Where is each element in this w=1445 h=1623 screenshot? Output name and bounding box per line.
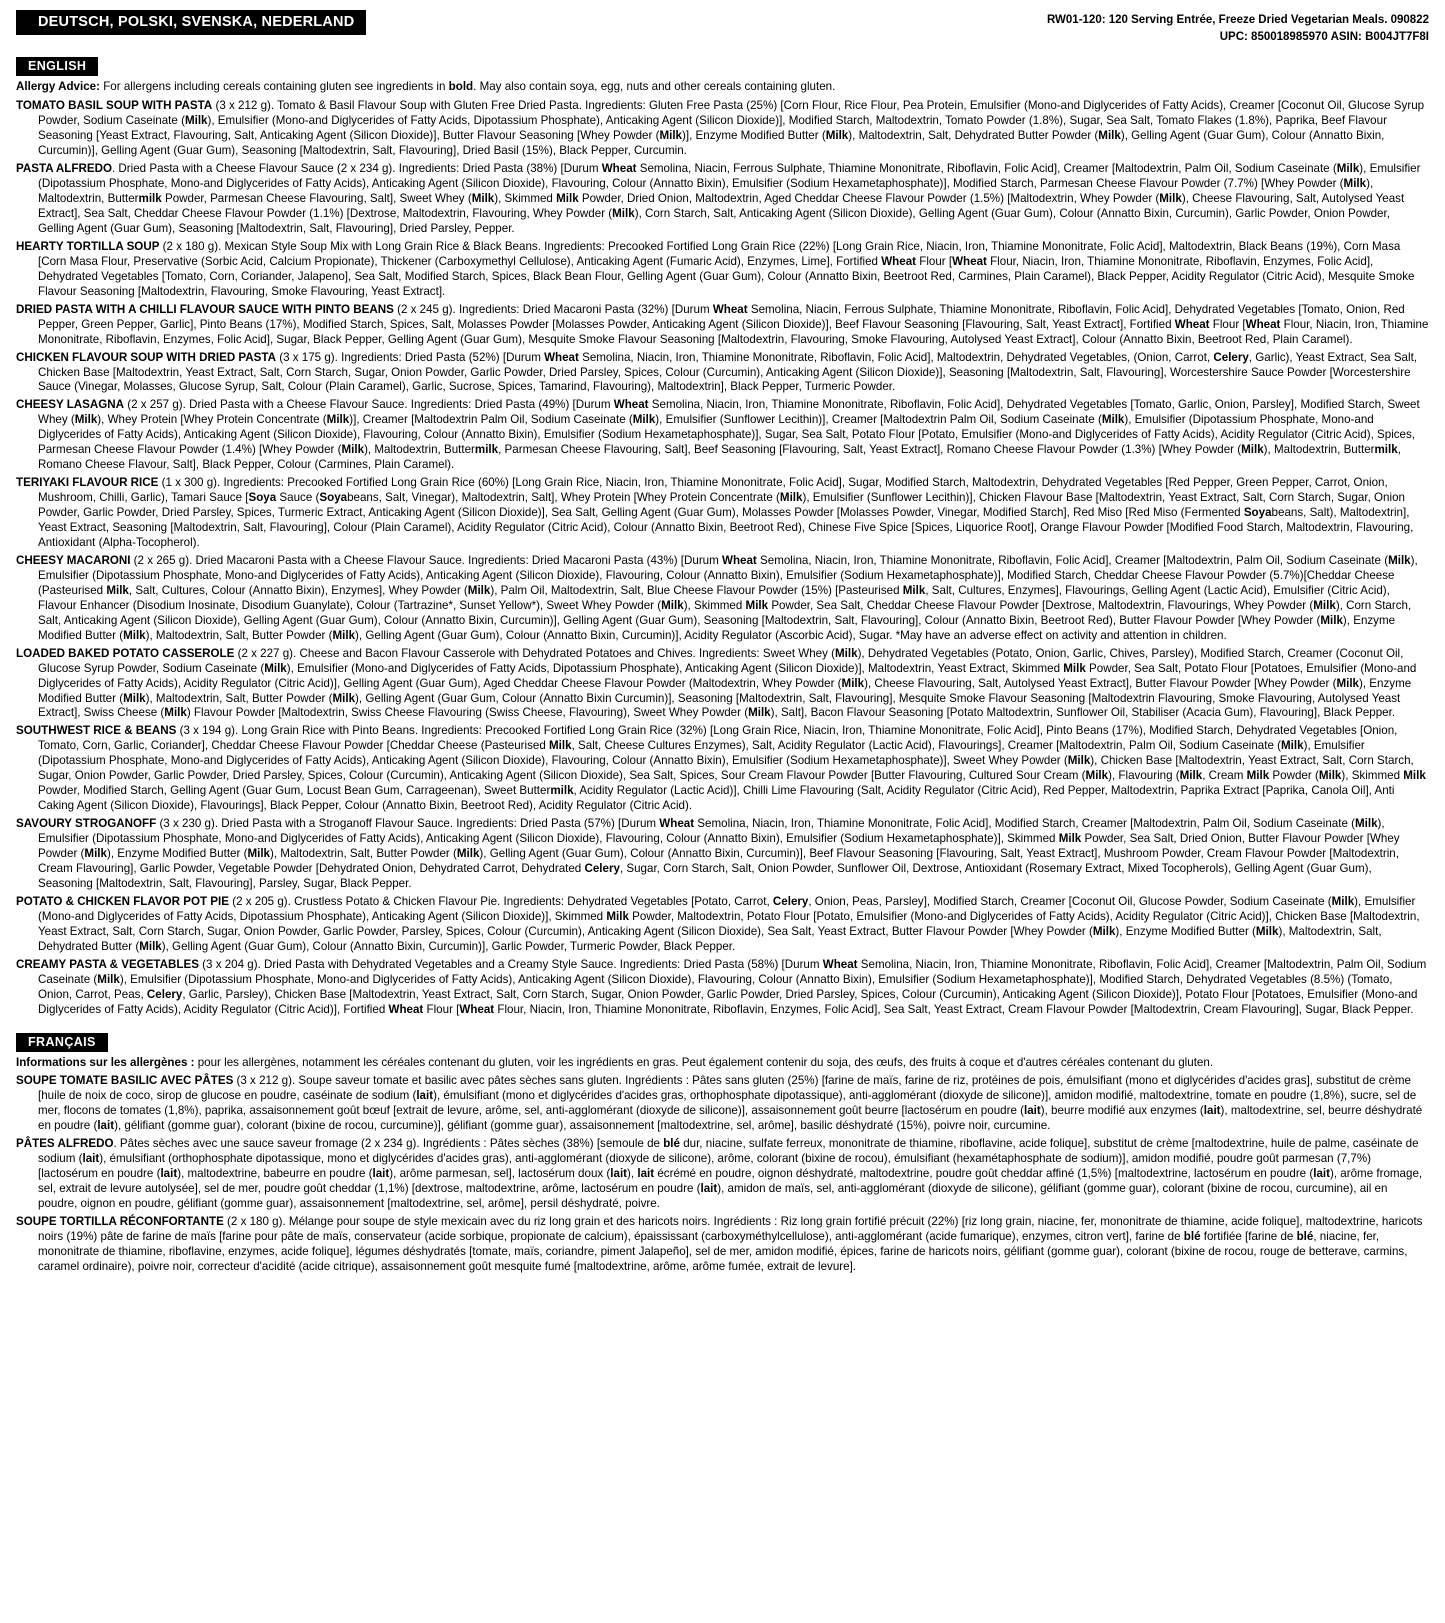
product-entry: [16, 895, 1429, 958]
product-entry: [16, 724, 1429, 817]
header-bar: [16, 10, 1429, 45]
product-entry: [16, 1137, 1429, 1215]
product-name: CHEESY LASAGNA: [16, 398, 125, 412]
english-section-header: [16, 51, 1429, 80]
francais-section-header: [16, 1027, 1429, 1056]
product-ingredients: (2 x 265 g). Dried Macaroni Pasta with a Cheese Flavour Sauce. Ingredients: Dried Macaroni Pasta (43%) [Durum Wheat Semolina, Niacin, Iron, Thiamine Mononitrate, Riboflavin, Folic Acid], Creamer [Maltodextrin, Palm Oil, Sodium Caseinate (Milk), Emulsifier (Dipotassium Phosphate, Mono-and Diglycerides of Fatty Acids), Anticaking Agent (Silicon Dioxide), Flavouring, Colour (Annatto Bixin), Emulsifier (Sodium Hexametaphosphate)], Modified Starch, Cheddar Cheese Flavour Powder (5.7%)[Cheddar Cheese (Pasteurised Milk, Salt, Cultures, Colour (Annatto Bixin), Enzymes], Whey Powder (Milk), Palm Oil, Maltodextrin, Salt, Blue Cheese Flavour Powder (15%) [Pasteurised Milk, Salt, Cultures, Enzymes], Flavourings, Gelling Agent (Lactic Acid), Emulsifier (Citric Acid), Flavour Enhancer (Disodium Inosinate, Disodium Guanylate), Colour (Tartrazine*, Sunset Yellow*), Sweet Whey Powder (Milk), Skimmed Milk Powder, Sea Salt, Cheddar Cheese Flavour Powder [Dextrose, Maltodextrin, Flavourings, Whey Powder (Milk), Corn Starch, Salt, Anticaking Agent (Silicon Dioxide), Gelling Agent (Guar Gum), Colour (Annatto Bixin, Curcumin)], Gelling Agent (Guar Gum), Seasoning [Maltodextrin, Salt, Flavouring], Colour (Annatto Bixin, Beetroot Red), Butter Flavour Powder [Whey Powder (Milk), Enzyme Modified Butter (Milk), Maltodextrin, Salt, Butter Powder (Milk), Gelling Agent (Guar Gum), Colour (Annatto Bixin, Curcumin)], Acidity Regulator (Ascorbic Acid), Sugar. *May have an adverse effect on activity and attention in children.: [38, 553, 1418, 642]
product-code-line: RW01-120: 120 Serving Entrée, Freeze Dried Vegetarian Meals. 090822: [1046, 14, 1429, 26]
product-entry: [16, 647, 1429, 725]
product-ingredients: . Dried Pasta with a Cheese Flavour Sauce (2 x 234 g). Ingredients: Dried Pasta (38%) [Durum Wheat Semolina, Niacin, Ferrous Sulphate, Thiamine Mononitrate, Riboflavin, Folic Acid], Creamer [Maltodextrin, Palm Oil, Sodium Caseinate (Milk), Emulsifier (Dipotassium Phosphate, Mono-and Diglycerides of Fatty Acids), Anticaking Agent (Silicon Dioxide), Flavouring, Colour (Annatto Bixin), Emulsifier (Sodium Hexametaphosphate)], Modified Starch, Parmesan Cheese Flavour Powder (7.7%) [Whey Powder (Milk), Maltodextrin, Buttermilk Powder, Parmesan Cheese Flavouring, Salt], Sweet Whey (Milk), Skimmed Milk Powder, Dried Onion, Maltodextrin, Aged Cheddar Cheese Flavour Powder (1.5%) [Maltodextrin, Whey Powder (Milk), Cheese Flavouring, Salt, Autolysed Yeast Extract], Sea Salt, Cheddar Cheese Flavour Powder (1.1%) [Dextrose, Maltodextrin, Flavouring, Whey Powder (Milk), Corn Starch, Salt, Anticaking Agent (Silicon Dioxide), Gelling Agent (Guar Gum), Colour (Annatto Bixin, Curcumin), Garlic Powder, Onion Powder, Gelling Agent (Guar Gum), Seasoning [Maltodextrin, Salt, Flavouring], Dried Parsley, Pepper.: [38, 162, 1421, 235]
product-name: CREAMY PASTA & VEGETABLES: [16, 957, 199, 971]
product-entry: [16, 958, 1429, 1021]
product-name: POTATO & CHICKEN FLAVOR POT PIE: [16, 894, 229, 908]
product-name: HEARTY TORTILLA SOUP: [16, 239, 160, 253]
product-ingredients: (3 x 204 g). Dried Pasta with Dehydrated Vegetables and a Creamy Style Sauce. Ingredients: Dried Pasta (58%) [Durum Wheat Semolina, Niacin, Iron, Thiamine Mononitrate, Riboflavin, Folic Acid], Creamer [Maltodextrin, Palm Oil, Sodium Caseinate (Milk), Emulsifier (Dipotassium Phosphate, Mono-and Diglycerides of Fatty Acids), Anticaking Agent (Silicon Dioxide), Flavouring, Colour (Annatto Bixin), Emulsifier (Sodium Hexametaphosphate)], Modified Starch, Dehydrated Vegetables (8.5%) (Tomato, Onion, Carrot, Peas, Celery, Garlic, Parsley), Chicken Base [Maltodextrin, Yeast Extract, Salt, Corn Starch, Sugar, Onion Powder, Garlic Powder, Dried Parsley, Spices, Colour (Curcumin), Anticaking Agent (Silicon Dioxide)], Potato Flour [Potatoes, Emulsifier (Mono-and Diglycerides of Fatty Acids), Acidity Regulator (Citric Acid)], Fortified Wheat Flour [Wheat Flour, Niacin, Iron, Thiamine Mononitrate, Riboflavin, Enzymes, Folic Acid], Sea Salt, Yeast Extract, Cream Flavour Powder [Maltodextrin, Cream Flavouring], Sugar, Black Pepper.: [38, 957, 1427, 1016]
product-entry: [16, 476, 1429, 554]
product-entry: [16, 398, 1429, 476]
product-name: PÂTES ALFREDO: [16, 1137, 114, 1151]
product-ingredients: (2 x 180 g). Mexican Style Soup Mix with Long Grain Rice & Black Beans. Ingredients: Precooked Fortified Long Grain Rice (22%) [Long Grain Rice, Niacin, Iron, Thiamine Mononitrate, Folic Acid], Maltodextrin, Black Beans (19%), Corn Masa [Corn Masa Flour, Preservative (Sorbic Acid, Calcium Propionate), Thickener (Carboxymethyl Cellulose), Anticaking Agent (Fumaric Acid), Enzymes, Lime], Fortified Wheat Flour [Wheat Flour, Niacin, Iron, Thiamine Mononitrate, Riboflavin, Enzymes, Folic Acid], Dehydrated Vegetables [Tomato, Corn, Coriander, Jalapeno], Sea Salt, Modified Starch, Spices, Black Bean Flour, Gelling Agent (Guar Gum), Colour (Annatto Bixin, Beetroot Red, Carmines, Plain Caramel), Black Pepper, Acidity Regulator (Citric Acid), Mesquite Smoke Flavour Seasoning [Maltodextrin, Flavouring, Smoke Flavouring, Yeast Extract].: [38, 239, 1415, 298]
allergy-advice-text-fr: pour les allergènes, notamment les céréales contenant du gluten, voir les ingrédients en gras. Peut également contenir du soja, des œufs, des fruits à coque et d'autres céréales contenant du gluten.: [194, 1055, 1214, 1069]
allergy-advice-label-en: Allergy Advice:: [16, 80, 100, 94]
product-ingredients: (3 x 194 g). Long Grain Rice with Pinto Beans. Ingredients: Precooked Fortified Long Grain Rice (32%) [Long Grain Rice, Niacin, Iron, Thiamine Mononitrate, Folic Acid], Pinto Beans (17%), Modified Starch, Dehydrated Vegetables [Onion, Tomato, Corn, Garlic, Coriander], Cheddar Cheese Flavour Powder [Cheddar Cheese (Pasteurised Milk, Salt, Cheese Cultures Enzymes), Salt, Acidity Regulator (Lactic Acid), Flavourings], Creamer [Maltodextrin, Palm Oil, Sodium Caseinate (Milk), Emulsifier (Dipotassium Phosphate, Mono-and Diglycerides of Fatty Acids), Anticaking Agent (Silicon Dioxide), Flavouring, Colour (Annatto Bixin), Emulsifier (Sodium Hexametaphosphate)], Sweet Whey Powder (Milk), Chicken Base [Maltodextrin, Yeast Extract, Salt, Corn Starch, Sugar, Onion Powder, Garlic Powder, Dried Parsley, Spices, Colour (Curcumin), Anticaking Agent (Silicon Dioxide), Sea Salt, Spices, Sour Cream Flavour Powder [Butter Flavouring, Cultured Sour Cream (Milk), Flavouring (Milk, Cream Milk Powder (Milk), Skimmed Milk Powder, Modified Starch, Gelling Agent (Guar Gum, Locust Bean Gum, Carrageenan), Sweet Buttermilk, Acidity Regulator (Lactic Acid)], Chilli Lime Flavouring (Salt, Acidity Regulator (Citric Acid), Red Pepper, Maltodextrin, Paprika Extract [Paprika, Canola Oil], Anti Caking Agent (Silicon Dioxide), Flavourings], Black Pepper, Colour (Annatto Bixin, Beetroot Red), Acidity Regulator (Citric Acid).: [38, 724, 1426, 813]
product-name: SOUPE TOMATE BASILIC AVEC PÂTES: [16, 1074, 234, 1088]
identifiers-line: UPC: 850018985970 ASIN: B004JT7F8I: [1219, 30, 1429, 43]
product-name: SOUTHWEST RICE & BEANS: [16, 724, 177, 738]
allergy-advice-francais: [16, 1056, 1429, 1075]
francais-product-list: [16, 1074, 1429, 1277]
product-name: TOMATO BASIL SOUP WITH PASTA: [16, 99, 213, 113]
product-ingredients: (2 x 245 g). Ingredients: Dried Macaroni Pasta (32%) [Durum Wheat Semolina, Niacin, Ferrous Sulphate, Thiamine Mononitrate, Riboflavin, Folic Acid], Dehydrated Vegetables [Tomato, Onion, Red Pepper, Green Pepper, Garlic], Pinto Beans (17%), Modified Starch, Spices, Salt, Molasses Powder [Molasses Powder, Anticaking Agent (Silicon Dioxide)], Beef Flavour Seasoning [Flavouring, Salt, Yeast Extract], Fortified Wheat Flour [Wheat Flour, Niacin, Iron, Thiamine Mononitrate, Riboflavin, Enzymes, Folic Acid], Sugar, Black Pepper, Gelling Agent (Guar Gum), Mesquite Smoke Flavour Seasoning [Maltodextrin, Flavouring, Smoke Flavouring, Autolysed Yeast Extract], Colour (Annatto Bixin, Beetroot Red, Plain Caramel).: [38, 302, 1429, 346]
product-entry: [16, 240, 1429, 303]
product-name: CHICKEN FLAVOUR SOUP WITH DRIED PASTA: [16, 350, 277, 364]
product-ingredients: (2 x 227 g). Cheese and Bacon Flavour Casserole with Dehydrated Potatoes and Chives. Ingredients: Sweet Whey (Milk), Dehydrated Vegetables (Potato, Onion, Garlic, Chives, Parsley), Modified Starch, Creamer (Coconut Oil, Glucose Syrup Powder, Sodium Caseinate (Milk), Emulsifier (Mono-and Diglycerides of Fatty Acids, Dipotassium Phosphate), Anticaking Agent (Silicon Dioxide)], Maltodextrin, Yeast Extract, Skimmed Milk Powder, Sea Salt, Potato Flour [Potatoes, Emulsifier (Mono-and Diglycerides of Fatty Acids), Acidity Regulator (Citric Acid)], Gelling Agent (Guar Gum), Aged Cheddar Cheese Flavour Powder (Maltodextrin, Whey Powder (Milk), Cheese Flavouring, Salt, Autolysed Yeast Extract], Butter Flavour Powder [Whey Powder (Milk), Enzyme Modified Butter (Milk), Maltodextrin, Salt, Butter Powder (Milk), Gelling Agent (Guar Gum, Colour (Annatto Bixin Curcumin)], Seasoning [Maltodextrin, Salt, Flavouring], Mesquite Smoke Flavour Seasoning [Maltodextrin Flavouring, Smoke Flavouring, Autolysed Yeast Extract], Swiss Cheese (Milk) Flavour Powder [Maltodextrin, Swiss Cheese Flavouring (Swiss Cheese, Flavouring), Sweet Whey Powder (Milk), Salt], Bacon Flavour Seasoning [Potato Maltodextrin, Sunflower Oil, Stabiliser (Acacia Gum), Flavouring], Black Pepper.: [38, 646, 1417, 720]
allergy-advice-label-fr: Informations sur les allergènes :: [16, 1055, 195, 1069]
english-product-list: [16, 99, 1429, 1020]
product-entry: [16, 1215, 1429, 1278]
product-entry: [16, 817, 1429, 895]
product-ingredients: (1 x 300 g). Ingredients: Precooked Fortified Long Grain Rice (60%) [Long Grain Rice, Niacin, Iron, Thiamine Mononitrate, Folic Acid], Sugar, Modified Starch, Maltodextrin, Dehydrated Vegetables [Red Pepper, Green Pepper, Carrot, Onion, Mushroom, Chilli, Garlic), Tamari Sauce [Soya Sauce (Soyabeans, Salt, Vinegar), Maltodextrin, Salt], Whey Protein [Whey Protein Concentrate (Milk), Emulsifier (Sunflower Lecithin)], Chicken Flavour Base [Maltodextrin, Yeast Extract, Salt, Corn Starch, Sugar, Onion Powder, Garlic Powder, Dried Parsley, Spices, Turmeric Extract, Anticaking Agent (Silicon Dioxide)], Sea Salt, Gelling Agent (Guar Gum), Molasses Powder [Molasses Powder, Vinegar, Modified Starch], Red Miso [Red Miso (Fermented Soyabeans, Salt), Maltodextrin], Yeast Extract, Seasoning [Maltodextrin, Salt, Flavouring], Colour (Plain Caramel), Acidity Regulator (Citric Acid), Colour (Annatto Bixin, Beetroot Red), Chinese Five Spice [Spices, Liquorice Root], Orange Flavour Powder [Modified Food Starch, Maltodextrin, Flavouring, Antioxidant (Alpha-Tocopherol).: [38, 476, 1414, 549]
allergy-advice-text-en: For allergens including cereals containing gluten see ingredients in bold. May also contain soya, egg, nuts and other cereals containing gluten.: [99, 80, 836, 94]
product-name: DRIED PASTA WITH A CHILLI FLAVOUR SAUCE WITH PINTO BEANS: [16, 302, 394, 316]
product-ingredients: (2 x 205 g). Crustless Potato & Chicken Flavour Pie. Ingredients: Dehydrated Vegetables [Potato, Carrot, Celery, Onion, Peas, Parsley], Modified Starch, Creamer [Coconut Oil, Glucose Powder, Sodium Caseinate (Milk), Emulsifier (Mono-and Diglycerides of Fatty Acids, Dipotassium Phosphate), Anticaking Agent (Silicon Dioxide)], Skimmed Milk Powder, Maltodextrin, Potato Flour [Potato, Emulsifier (Mono-and Diglycerides of Fatty Acids), Acidity Regulator (Citric Acid)], Chicken Base [Maltodextrin, Yeast Extract, Salt, Corn Starch, Sugar, Onion Powder, Garlic Powder, Parsley, Spices, Colour (Curcumin), Anticaking Agent (Silicon Dioxide), Sea Salt, Yeast Extract, Butter Flavour Powder [Whey Powder (Milk), Enzyme Modified Butter (Milk), Maltodextrin, Salt, Dehydrated Butter (Milk), Gelling Agent (Guar Gum), Colour (Annatto Bixin, Curcumin)], Garlic Powder, Turmeric Powder, Black Pepper.: [38, 894, 1420, 953]
product-ingredients: (3 x 212 g). Tomato & Basil Flavour Soup with Gluten Free Dried Pasta. Ingredients: Gluten Free Pasta (25%) [Corn Flour, Rice Flour, Pea Protein, Emulsifier (Mono-and Diglycerides of Fatty Acids), Creamer [Coconut Oil, Glucose Syrup Powder, Sodium Caseinate (Milk), Emulsifier (Mono-and Diglycerides of Fatty Acids, Dipotassium Phosphate), Anticaking Agent (Silicon Dioxide)], Modified Starch, Maltodextrin, Tomato Powder (1.8%), Sugar, Sea Salt, Tomato Flakes (1.8%), Paprika, Beef Flavour Seasoning [Yeast Extract, Flavouring, Salt, Anticaking Agent (Silicon Dioxide)], Butter Flavour Seasoning [Whey Powder (Milk)], Enzyme Modified Butter (Milk), Maltodextrin, Salt, Dehydrated Butter Powder (Milk), Gelling Agent (Guar Gum), Colour (Annatto Bixin, Curcumin)], Gelling Agent (Guar Gum), Seasoning [Maltodextrin, Salt, Flavouring], Dried Basil (15%), Black Pepper, Curcumin.: [38, 99, 1425, 158]
product-ingredients: (2 x 180 g). Mélange pour soupe de style mexicain avec du riz long grain et des haricots noirs. Ingrédients : Riz long grain fortifié précuit (22%) [riz long grain, niacine, fer, mononitrate de thiamine, acide folique], maltodextrine, haricots noirs (19%) pâte de farine de maïs [farine pour pâte de maïs, conservateur (acide sorbique, propionate de calcium), épaississant (carboxyméthylcellulose), anti-agglomérant (acide fumarique), enzymes, citron vert], farine de blé fortifiée [farine de blé, niacine, fer, mononitrate de thiamine, riboflavine, enzymes, acide folique], légumes déshydratés [tomate, maïs, coriandre, piment Jalapeño], sel de mer, amidon modifié, épices, farine de haricots noirs, gélifiant (gomme guar), colorant (bixine de rocou, rouge de betterave, carmins, caramel ordinaire), poivre noir, correcteur d'acidité (acide citrique), assaisonnement goût mesquite fumé [maltodextrine, arôme, arôme fumée, extrait de levure].: [38, 1215, 1423, 1273]
product-name: CHEESY MACARONI: [16, 553, 131, 567]
allergy-advice-english: [16, 80, 1429, 99]
product-name: TERIYAKI FLAVOUR RICE: [16, 476, 159, 490]
product-entry: [16, 162, 1429, 240]
product-ingredients: (3 x 230 g). Dried Pasta with a Stroganoff Flavour Sauce. Ingredients: Dried Pasta (57%) [Durum Wheat Semolina, Niacin, Iron, Thiamine Mononitrate, Folic Acid], Modified Starch, Creamer [Maltodextrin, Palm Oil, Sodium Caseinate (Milk), Emulsifier (Dipotassium Phosphate, Mono-and Diglycerides of Fatty Acids), Anticaking Agent (Silicon Dioxide), Flavouring, Colour (Annatto Bixin), Emulsifier (Sodium Hexametaphosphate)], Skimmed Milk Powder, Sea Salt, Dried Onion, Butter Flavour Powder [Whey Powder (Milk), Enzyme Modified Butter (Milk), Maltodextrin, Salt, Butter Powder (Milk), Gelling Agent (Guar Gum), Colour (Annatto Bixin, Curcumin)], Beef Flavour Seasoning [Flavouring, Salt, Yeast Extract], Mushroom Powder, Cream Flavour Powder [Maltodextrin, Cream Flavouring], Garlic Powder, Vegetable Powder [Dehydrated Onion, Dehydrated Carrot, Dehydrated Celery, Sugar, Corn Starch, Salt, Onion Powder, Sunflower Oil, Dextrose, Antioxidant (Rosemary Extract, Mixed Tocopherols), Gelling Agent (Guar Gum), Seasoning [Maltodextrin, Salt, Flavouring], Parsley, Sugar, Black Pepper.: [38, 817, 1400, 890]
product-code-block: [1047, 10, 1429, 45]
product-name: PASTA ALFREDO: [16, 162, 112, 176]
product-name: LOADED BAKED POTATO CASSEROLE: [16, 646, 235, 660]
product-entry: [16, 1074, 1429, 1137]
product-ingredients: (3 x 175 g). Ingredients: Dried Pasta (52%) [Durum Wheat Semolina, Niacin, Iron, Thiamine Mononitrate, Riboflavin, Folic Acid], Maltodextrin, Dehydrated Vegetables, (Onion, Carrot, Celery, Garlic), Yeast Extract, Sea Salt, Chicken Base [Maltodextrin, Yeast Extract, Salt, Corn Starch, Sugar, Onion Powder, Garlic Powder, Dried Parsley, Spices, Colour (Curcumin), Anticaking Agent (Silicon Dioxide)], Seasoning [Maltodextrin, Salt, Flavouring], Worcestershire Sauce Powder [Worcestershire Sauce (Vinegar, Molasses, Glucose Syrup, Salt, Colour (Plain Caramel), Garlic, Sucrose, Spices, Tamarind, Flavouring), Maltodextrin], Black Pepper, Turmeric Powder.: [38, 350, 1418, 394]
section-tag-francais: FRANÇAIS: [16, 1033, 108, 1052]
languages-banner: DEUTSCH, POLSKI, SVENSKA, NEDERLAND: [16, 10, 366, 35]
product-entry: [16, 554, 1429, 647]
product-name: SAVOURY STROGANOFF: [16, 817, 157, 831]
product-name: SOUPE TORTILLA RÉCONFORTANTE: [16, 1215, 224, 1229]
product-entry: [16, 351, 1429, 399]
product-ingredients: (2 x 257 g). Dried Pasta with a Cheese Flavour Sauce. Ingredients: Dried Pasta (49%) [Durum Wheat Semolina, Niacin, Iron, Thiamine Mononitrate, Riboflavin, Folic Acid], Dehydrated Vegetables [Tomato, Garlic, Onion, Parsley], Modified Starch, Sweet Whey (Milk), Whey Protein [Whey Protein Concentrate (Milk)], Creamer [Maltodextrin Palm Oil, Sodium Caseinate (Milk), Emulsifier (Sunflower Lecithin)], Creamer [Maltodextrin Palm Oil, Sodium Caseinate (Milk), Emulsifier (Dipotassium Phosphate, Mono-and Diglycerides of Fatty Acids), Anticaking Agent (Silicon Dioxide), Flavouring, Colour (Annatto Bixin), Emulsifier (Sodium Hexametaphosphate)], Sugar, Sea Salt, Potato Flour [Potato, Emulsifier (Mono-and Diglycerides of Fatty Acids), Acidity Regulator (Citric Acid), Spices, Parmesan Cheese Flavour Powder (1.4%) [Whey Powder (Milk), Maltodextrin, Buttermilk, Parmesan Cheese Flavouring, Salt], Beef Seasoning [Flavouring, Salt, Yeast Extract], Romano Cheese Flavour Powder (1.3%) [Whey Powder (Milk), Maltodextrin, Buttermilk, Romano Cheese Flavour, Salt], Black Pepper, Colour (Carmines, Plain Caramel).: [38, 398, 1420, 472]
product-entry: [16, 303, 1429, 351]
product-entry: [16, 99, 1429, 162]
product-ingredients: (3 x 212 g). Soupe saveur tomate et basilic avec pâtes sèches sans gluten. Ingrédients : Pâtes sans gluten (25%) [farine de maïs, farine de riz, protéines de pois, émulsifiant (mono et diglycérides d'acides gras], substitut de crème [huile de noix de coco, sirop de glucose en poudre, caséinate de sodium (lait), émulsifiant (mono et diglycérides d'acides gras, orthophosphate dipotassique), anti-agglomérant (dioxyde de silicone)], amidon modifié, maltodextrine, tomate en poudre (1,8%), sucre, sel de mer, flocons de tomates (1,8%), paprika, assaisonnement goût bœuf [extrait de levure, arôme, sel, anti-agglomérant (dioxyde de silicone)], assaisonnement goût beurre [lactosérum en poudre (lait), beurre modifié aux enzymes (lait), maltodextrine, sel, beurre déshydraté en poudre (lait), gélifiant (gomme guar), colorant (bixine de rocou, curcumine)], gélifiant (gomme guar), assaisonnement [maltodextrine, sel, arôme], basilic déshydraté (15%), poivre noir, curcumine.: [38, 1074, 1423, 1133]
section-tag-english: ENGLISH: [16, 57, 98, 76]
product-ingredients: . Pâtes sèches avec une sauce saveur fromage (2 x 234 g). Ingrédients : Pâtes sèches (38%) [semoule de blé dur, niacine, sulfate ferreux, mononitrate de thiamine, riboflavine, acide folique], substitut de crème [maltodextrine, huile de palme, caséinate de sodium (lait), émulsifiant (orthophosphate dipotassique, mono et diglycérides d'acides gras), anti-agglomérant (dioxyde de silicone), arôme, colorant (bixine de rocou), émulsifiant (hexamétaphosphate de sodium)], amidon modifié, poudre goût parmesan (7,7%) [lactosérum en poudre (lait), maltodextrine, babeurre en poudre (lait), arôme parmesan, sel], lactosérum doux (lait), lait écrémé en poudre, oignon déshydraté, maltodextrine, poudre goût cheddar affiné (1,5%) [maltodextrine, lactosérum en poudre (lait), arôme fromage, sel, extrait de levure autolysée], sel de mer, poudre goût cheddar (1,1%) [dextrose, maltodextrine, arôme, lactosérum en poudre (lait), amidon de maïs, sel, anti-agglomérant (dioxyde de silicone), gélifiant (gomme guar), colorant (bixine de rocou, curcumine), ail en poudre, oignon en poudre, gélifiant (gomme guar), assaisonnement [maltodextrine, sel, arôme], persil déshydraté, poivre.: [38, 1137, 1423, 1211]
